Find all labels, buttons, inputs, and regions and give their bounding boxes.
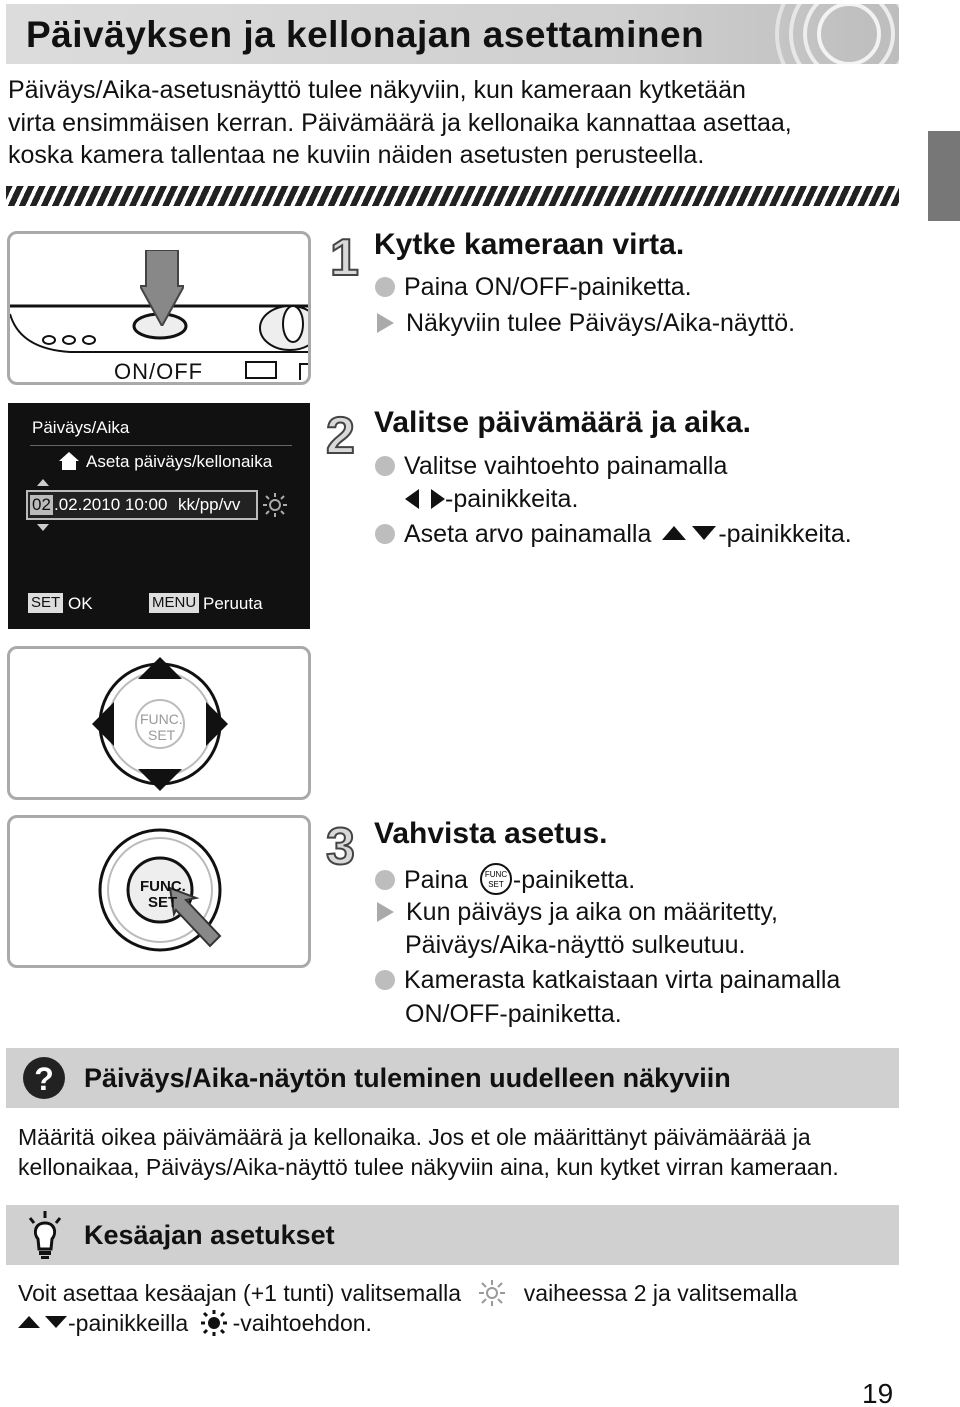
faq-header-bar xyxy=(6,1048,899,1108)
lcd-subheader: Aseta päiväys/kellonaika xyxy=(86,452,273,471)
svg-text:?: ? xyxy=(34,1061,54,1097)
page-title-bar xyxy=(6,4,899,64)
step2-instruction-1: Valitse vaihtoehto painamalla xyxy=(375,452,727,481)
intro-text xyxy=(8,74,888,172)
lcd-format: kk/pp/vv xyxy=(178,495,241,514)
lcd-date-time: .02.2010 10:00 xyxy=(54,495,168,514)
intro-line: koska kamera tallentaa ne kuviin näiden asetusten perusteella. xyxy=(8,141,705,169)
up-arrow-icon xyxy=(37,479,49,486)
func-set-label-1: FUNC. xyxy=(140,878,186,895)
step-number-3: 3 xyxy=(326,818,355,876)
bullet-icon xyxy=(375,870,395,890)
step3-instruction-1: Paina FUNC SET -painiketta. xyxy=(375,862,635,896)
svg-text:FUNC: FUNC xyxy=(484,870,508,879)
faq-text: Määritä oikea päivämäärä ja kellonaika. Jos et ole määrittänyt päivämäärää ja kellonaikaa, Päiväys/Aika-näyttö tulee näkyviin aina, kun kytket virran kameraan. xyxy=(18,1124,839,1180)
tip-heading: Kesäajan asetukset xyxy=(84,1220,335,1250)
svg-text:SET: SET xyxy=(488,880,504,889)
bullet-icon xyxy=(375,524,395,544)
tip-line-1: Voit asettaa kesäajan (+1 tunti) valitsemalla vaiheessa 2 ja valitsemalla xyxy=(18,1280,798,1306)
menu-key-icon: MENU xyxy=(149,593,199,613)
up-down-arrows-icon xyxy=(18,1314,68,1330)
decorative-rings xyxy=(769,4,899,64)
step3-instruction-2-cont: ON/OFF-painiketta. xyxy=(405,1000,622,1028)
home-icon xyxy=(58,451,80,471)
dial-func-label: FUNC. xyxy=(140,711,183,727)
date-time-screen xyxy=(8,403,310,629)
intro-line: virta ensimmäisen kerran. Päivämäärä ja kellonaika kannattaa asettaa, xyxy=(8,108,792,137)
onoff-illustration xyxy=(7,231,311,385)
page-number: 19 xyxy=(862,1378,894,1407)
hatch-divider xyxy=(6,186,899,206)
dial-set-label: SET xyxy=(148,727,176,743)
chapter-tab xyxy=(928,131,960,221)
lcd-header: Päiväys/Aika xyxy=(32,418,130,437)
faq-heading: Päiväys/Aika-näytön tuleminen uudelleen näkyviin xyxy=(84,1063,731,1093)
step1-instruction: Paina ON/OFF-painiketta. xyxy=(375,273,692,302)
func-set-button-icon xyxy=(479,862,513,896)
intro-line: Päiväys/Aika-asetusnäyttö tulee näkyviin, kun kameraan kytketään xyxy=(8,76,746,104)
step3-instruction-2: Kamerasta katkaistaan virta painamalla xyxy=(375,966,840,995)
up-down-arrows-icon xyxy=(662,524,718,542)
set-key-icon: SET xyxy=(28,593,63,613)
tip-line-2: -painikkeilla -vaihtoehdon. xyxy=(18,1308,797,1338)
step-number-2: 2 xyxy=(326,407,355,465)
step1-title: Kytke kameraan virta. xyxy=(374,228,685,261)
lcd-divider xyxy=(30,445,292,446)
summer-time-icon xyxy=(262,492,288,518)
dial-arrows-illustration xyxy=(7,646,311,800)
step3-title: Vahvista asetus. xyxy=(374,817,608,850)
bullet-icon xyxy=(375,277,395,297)
result-arrow-icon xyxy=(377,902,394,922)
summer-time-icon xyxy=(475,1279,509,1307)
question-icon xyxy=(22,1056,66,1100)
lightbulb-icon xyxy=(24,1209,66,1261)
lcd-cancel: Peruuta xyxy=(203,594,263,613)
tip-header-bar xyxy=(6,1205,899,1265)
step2-instruction-2: Aseta arvo painamalla -painikkeita. xyxy=(375,520,852,549)
func-set-label-2: SET xyxy=(148,894,178,911)
func-set-illustration xyxy=(7,815,311,968)
tip-text xyxy=(18,1278,797,1338)
step2-instruction-1-cont: -painikkeita. xyxy=(405,485,578,514)
arrow-down-icon xyxy=(140,250,184,326)
down-arrow-icon xyxy=(37,524,49,531)
step3-result-1: Kun päiväys ja aika on määritetty, xyxy=(375,898,778,927)
page-title: Päiväyksen ja kellonajan asettaminen xyxy=(26,14,705,55)
lcd-day: 02 xyxy=(32,495,51,514)
step2-title: Valitse päivämäärä ja aika. xyxy=(374,406,751,439)
result-arrow-icon xyxy=(377,313,394,333)
lcd-ok: OK xyxy=(68,594,93,613)
step3-result-2: Päiväys/Aika-näyttö sulkeutuu. xyxy=(405,931,746,959)
summer-time-on-icon xyxy=(199,1309,229,1337)
left-right-arrows-icon xyxy=(405,488,445,510)
bullet-icon xyxy=(375,456,395,476)
onoff-label: ON/OFF xyxy=(114,359,204,384)
bullet-icon xyxy=(375,970,395,990)
step-number-1: 1 xyxy=(330,229,359,287)
step1-result: Näkyviin tulee Päiväys/Aika-näyttö. xyxy=(375,309,795,338)
